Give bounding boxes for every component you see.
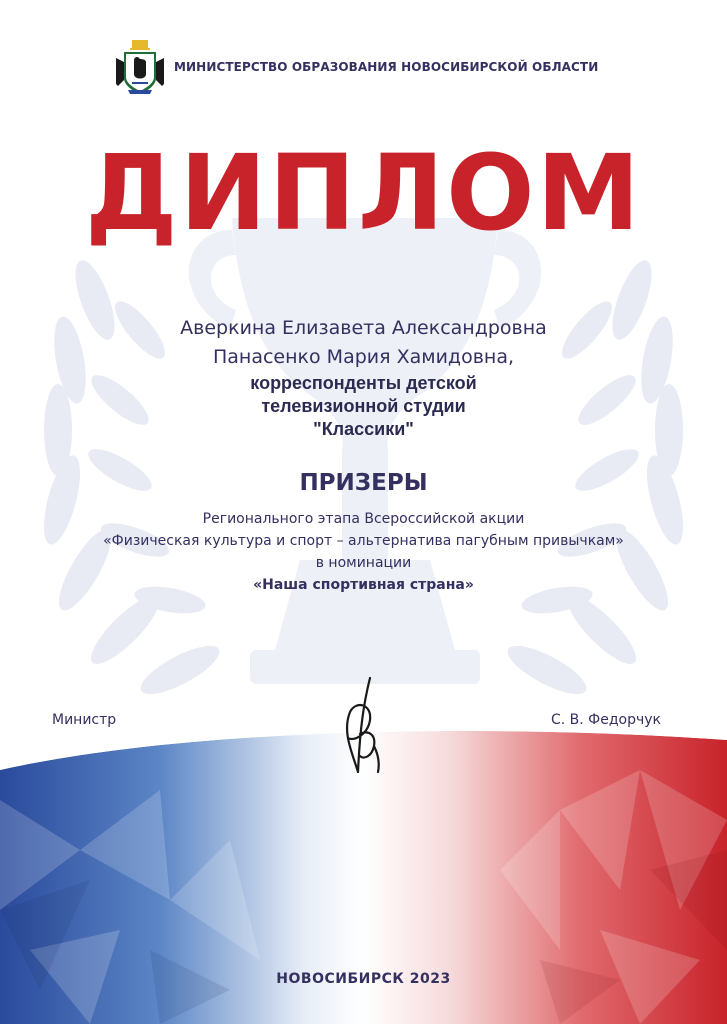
event-line: Регионального этапа Всероссийской акции — [202, 511, 525, 527]
award-title: ПРИЗЕРЫ — [299, 470, 428, 496]
recipient-role: корреспонденты детской — [250, 373, 477, 393]
header — [0, 38, 727, 98]
event-description — [0, 508, 727, 596]
city-year: НОВОСИБИРСК 2023 — [276, 971, 451, 987]
event-line: «Физическая культура и спорт – альтернатива пагубным привычкам» — [103, 533, 624, 549]
recipient-name: Аверкина Елизавета Александровна — [180, 317, 547, 339]
minister-name: С. В. Федорчук — [551, 712, 661, 728]
handwritten-signature-icon — [330, 672, 390, 782]
ministry-name: МИНИСТЕРСТВО ОБРАЗОВАНИЯ НОВОСИБИРСКОЙ ОБЛАСТИ — [174, 60, 599, 74]
diploma-title: ДИПЛОМ — [85, 132, 642, 254]
recipient-role: телевизионной студии — [261, 396, 466, 416]
recipients-block — [0, 314, 727, 441]
novosibirsk-coat-of-arms-icon — [112, 40, 168, 96]
event-line: в номинации — [315, 555, 412, 571]
nomination-name: «Наша спортивная страна» — [253, 577, 474, 593]
minister-title: Министр — [52, 712, 117, 728]
recipient-role: "Классики" — [313, 419, 414, 439]
recipient-name: Панасенко Мария Хамидовна, — [212, 346, 514, 368]
